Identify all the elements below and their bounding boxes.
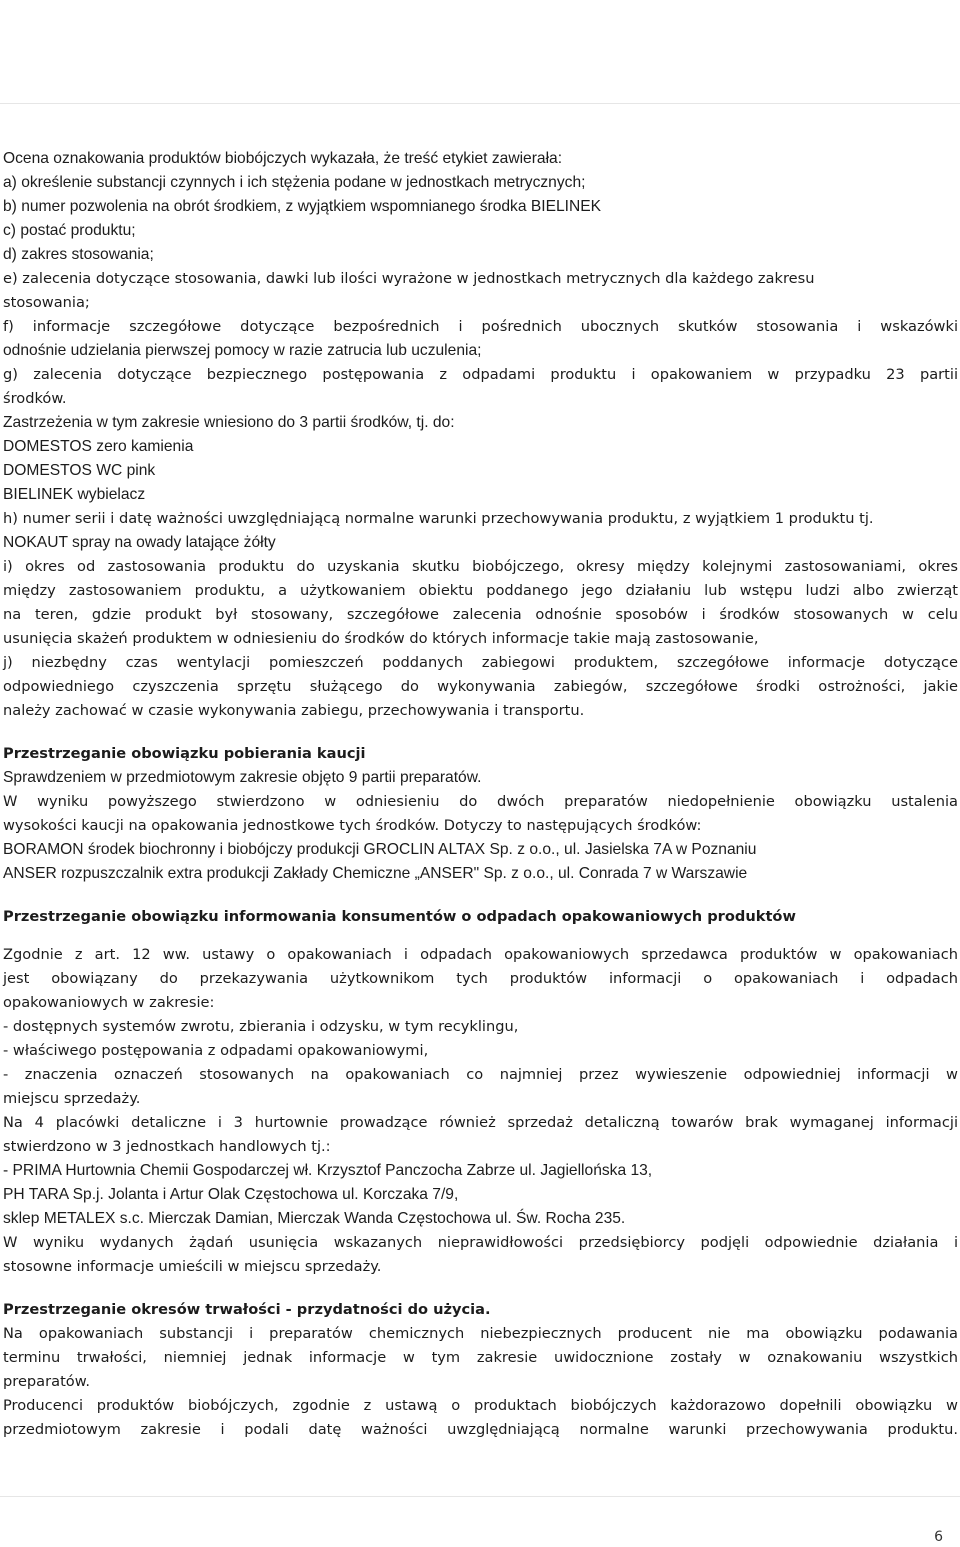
paragraph-line: a) określenie substancji czynnych i ich stężenia podane w jednostkach metrycznych; bbox=[3, 174, 586, 191]
list-item: - dostępnych systemów zwrotu, zbierania i odzysku, w tym recyklingu, bbox=[3, 1018, 519, 1035]
list-item: - PRIMA Hurtownia Chemii Gospodarczej wł. Krzysztof Panczocha Zabrze ul. Jagiellońska 13, bbox=[3, 1162, 653, 1179]
list-item: - znaczenia oznaczeń stosowanych na opakowaniach co najmniej przez wywieszenie odpowiedniej informacji w bbox=[3, 1066, 958, 1083]
paragraph-line: j) niezbędny czas wentylacji pomieszczeń poddanych zabiegowi produktem, szczegółowe informacje dotyczące bbox=[3, 654, 958, 671]
paragraph-line: f) informacje szczegółowe dotyczące bezpośrednich i pośrednich ubocznych skutków stosowania i wskazówki bbox=[3, 318, 958, 335]
list-item: ANSER rozpuszczalnik extra produkcji Zakłady Chemiczne „ANSER" Sp. z o.o., ul. Conrada 7 w Warszawie bbox=[3, 865, 748, 882]
paragraph-line: Zgodnie z art. 12 ww. ustawy o opakowaniach i odpadach opakowaniowych sprzedawca produktów w opakowaniach bbox=[3, 946, 958, 963]
labelling-section bbox=[3, 147, 958, 723]
paragraph-line: stosowne informacje umieścili w miejscu sprzedaży. bbox=[3, 1258, 382, 1275]
paragraph-line: usunięcia skażeń produktem w odniesieniu do środków do których informacje takie mają zastosowanie, bbox=[3, 630, 759, 647]
list-item: DOMESTOS WC pink bbox=[3, 462, 156, 479]
list-item: sklep METALEX s.c. Mierczak Damian, Mierczak Wanda Częstochowa ul. Św. Rocha 235. bbox=[3, 1210, 626, 1227]
paragraph-line: i) okres od zastosowania produktu do uzyskania skutku biobójczego, okresy między kolejnymi zastosowaniami, okres bbox=[3, 558, 958, 575]
paragraph-line: przedmiotowym zakresie i podali datę ważności uwzględniającą normalne warunki przechowywania produktu. bbox=[3, 1421, 958, 1438]
list-item: - właściwego postępowania z odpadami opakowaniowymi, bbox=[3, 1042, 429, 1059]
list-item: BORAMON środek biochronny i biobójczy produkcji GROCLIN ALTAX Sp. z o.o., ul. Jasielska 7A w Poznaniu bbox=[3, 841, 757, 858]
list-item: PH TARA Sp.j. Jolanta i Artur Olak Częstochowa ul. Korczaka 7/9, bbox=[3, 1186, 459, 1203]
deposit-section bbox=[3, 742, 958, 886]
packaging-waste-section bbox=[3, 905, 958, 1279]
document-body bbox=[3, 147, 958, 1442]
list-item: BIELINEK wybielacz bbox=[3, 486, 146, 503]
paragraph-line: wysokości kaucji na opakowania jednostkowe tych środków. Dotyczy to następujących środków: bbox=[3, 817, 702, 834]
paragraph-line: między zastosowaniem produktu, a użytkowaniem obiektu poddanego jego działaniu lub wstępu ludzi albo zwierząt bbox=[3, 582, 958, 599]
paragraph-line: W wyniku powyższego stwierdzono w odniesieniu do dwóch preparatów niedopełnienie obowiązku ustalenia bbox=[3, 793, 958, 810]
paragraph-line: stosowania; bbox=[3, 294, 90, 311]
paragraph-line: Na opakowaniach substancji i preparatów chemicznych niebezpiecznych producent nie ma obowiązku podawania bbox=[3, 1325, 958, 1342]
paragraph-line: preparatów. bbox=[3, 1373, 90, 1390]
paragraph-line: Ocena oznakowania produktów biobójczych wykazała, że treść etykiet zawierała: bbox=[3, 150, 563, 167]
paragraph-line: Zastrzeżenia w tym zakresie wniesiono do 3 partii środków, tj. do: bbox=[3, 414, 455, 431]
shelf-life-section bbox=[3, 1298, 958, 1442]
paragraph-line: odnośnie udzielania pierwszej pomocy w razie zatrucia lub uczulenia; bbox=[3, 342, 482, 359]
paragraph-line: należy zachować w czasie wykonywania zabiegu, przechowywania i transportu. bbox=[3, 702, 585, 719]
paragraph-line: miejscu sprzedaży. bbox=[3, 1090, 141, 1107]
paragraph-line: d) zakres stosowania; bbox=[3, 246, 154, 263]
paragraph-line: środków. bbox=[3, 390, 67, 407]
paragraph-line: c) postać produktu; bbox=[3, 222, 136, 239]
paragraph-line: g) zalecenia dotyczące bezpiecznego postępowania z odpadami produktu i opakowaniem w przypadku 23 partii bbox=[3, 366, 958, 383]
paragraph-line: Sprawdzeniem w przedmiotowym zakresie objęto 9 partii preparatów. bbox=[3, 769, 482, 786]
paragraph-line: stwierdzono w 3 jednostkach handlowych tj.: bbox=[3, 1138, 331, 1155]
section-heading: Przestrzeganie obowiązku informowania konsumentów o odpadach opakowaniowych produktów bbox=[3, 908, 796, 925]
page-number: 6 bbox=[934, 1529, 943, 1545]
top-divider bbox=[0, 103, 960, 104]
paragraph-line: terminu trwałości, niemniej jednak informacje w tym zakresie uwidocznione zostały w oznakowaniu wszystkich bbox=[3, 1349, 958, 1366]
list-item: DOMESTOS zero kamienia bbox=[3, 438, 194, 455]
paragraph-line: na teren, gdzie produkt był stosowany, szczegółowe zalecenia odnośnie sposobów i środków stosowanych w celu bbox=[3, 606, 958, 623]
paragraph-line: odpowiedniego czyszczenia sprzętu służącego do wykonywania zabiegów, szczegółowe środki ostrożności, jakie bbox=[3, 678, 958, 695]
paragraph-line: h) numer serii i datę ważności uwzględniającą normalne warunki przechowywania produktu, z wyjątkiem 1 produktu tj. bbox=[3, 510, 874, 527]
section-heading: Przestrzeganie obowiązku pobierania kaucji bbox=[3, 745, 366, 762]
paragraph-line: Na 4 placówki detaliczne i 3 hurtownie prowadzące również sprzedaż detaliczną towarów brak wymaganej informacji bbox=[3, 1114, 958, 1131]
paragraph-line: e) zalecenia dotyczące stosowania, dawki lub ilości wyrażone w jednostkach metrycznych dla każdego zakresu bbox=[3, 270, 815, 287]
paragraph-line: Producenci produktów biobójczych, zgodnie z ustawą o produktach biobójczych każdorazowo dopełnili obowiązku w bbox=[3, 1397, 958, 1414]
section-heading: Przestrzeganie okresów trwałości - przydatności do użycia. bbox=[3, 1301, 491, 1318]
bottom-divider bbox=[0, 1496, 960, 1497]
paragraph-line: opakowaniowych w zakresie: bbox=[3, 994, 215, 1011]
paragraph-line: jest obowiązany do przekazywania użytkownikom tych produktów informacji o opakowaniach i odpadach bbox=[3, 970, 958, 987]
paragraph-line: W wyniku wydanych żądań usunięcia wskazanych nieprawidłowości przedsiębiorcy podjęli odpowiednie działania i bbox=[3, 1234, 958, 1251]
paragraph-line: NOKAUT spray na owady latające żółty bbox=[3, 534, 276, 551]
paragraph-line: b) numer pozwolenia na obrót środkiem, z wyjątkiem wspomnianego środka BIELINEK bbox=[3, 198, 602, 215]
